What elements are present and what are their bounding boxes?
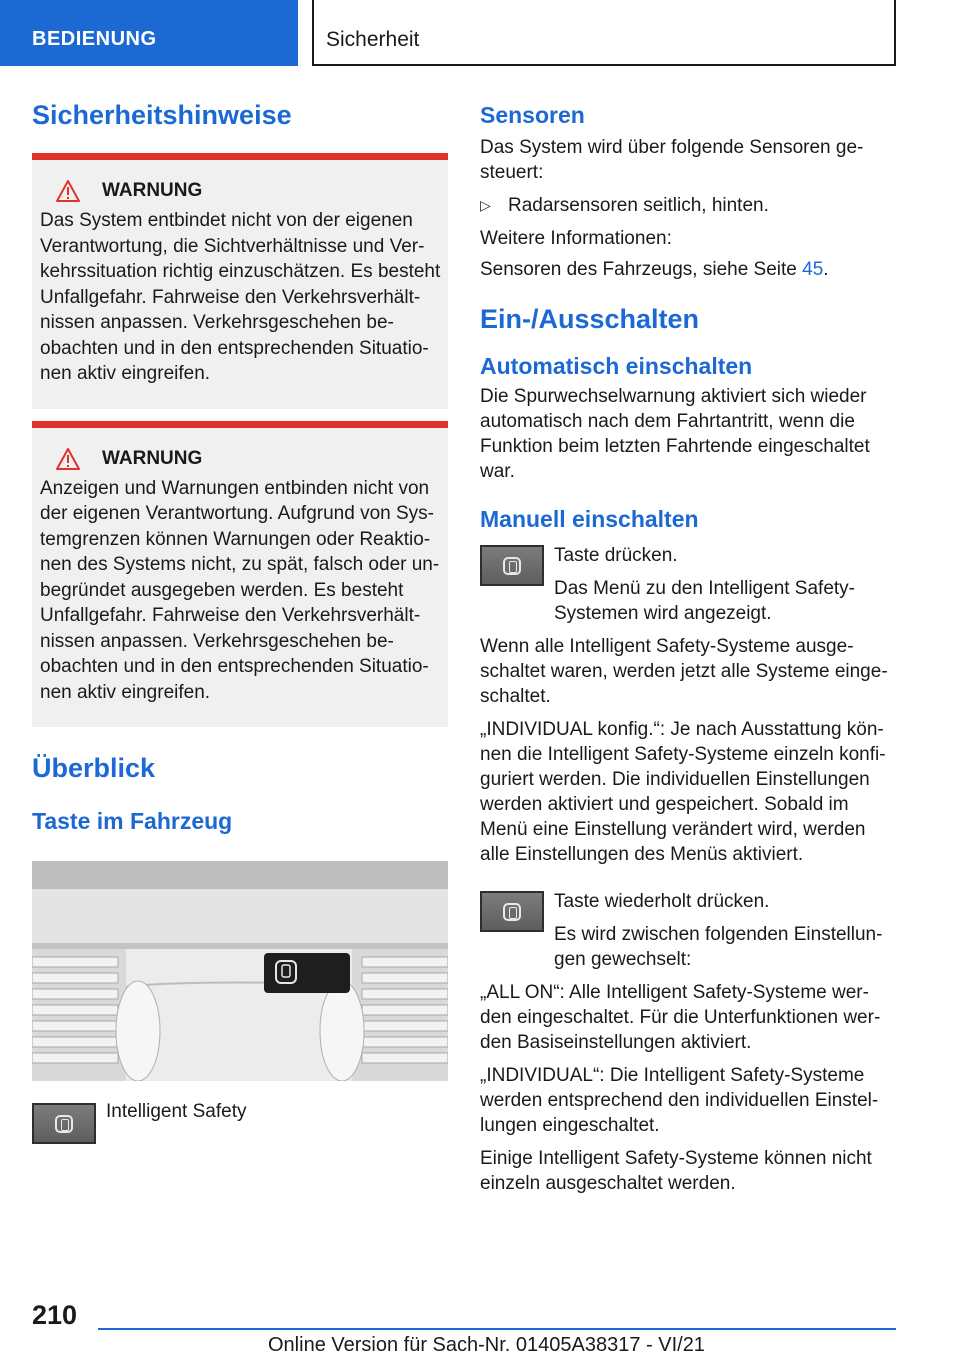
sensors-reference-text: Sensoren des Fahrzeugs, siehe Seite — [480, 259, 803, 280]
sensors-intro: Das System wird über folgende Sensoren ge-steuert: — [480, 137, 864, 183]
sensors-reference: Sensoren des Fahrzeugs, siehe Seite 45. — [480, 259, 829, 280]
warning-triangle-icon — [56, 180, 80, 202]
warning-box-2 — [32, 421, 448, 728]
onoff-heading: Ein-/Ausschalten — [480, 304, 700, 334]
intelligent-safety-button-icon — [480, 891, 544, 932]
sensors-heading: Sensoren — [480, 102, 585, 128]
sensor-bullet — [480, 193, 892, 218]
manual-on-heading: Manuell einschalten — [480, 506, 699, 532]
warning-box-1 — [32, 153, 448, 409]
page-45-link[interactable]: 45 — [802, 259, 824, 280]
paragraph-all-on-mode: „ALL ON“: Alle Intelligent Safety-Systeme wer-den eingeschaltet. Für die Unterfunktionen wer-den Basiseinstellungen aktiviert. — [480, 982, 881, 1053]
warning-triangle-icon — [56, 448, 80, 470]
step-1-result: Das Menü zu den Intelligent Safety-Systemen wird angezeigt. — [554, 578, 856, 624]
button-legend-label: Intelligent Safety — [106, 1101, 247, 1122]
warning-text: Das System entbindet nicht von der eigenen Verantwortung, die Sichtverhältnisse und Ver-kehrssituation richtig einzuschätzen. Es besteht Unfallgefahr. Fahrweise den Verkehrsverhält-nissen anpassen. Verkehrsgeschehen be-obachten und in den entsprechenden Situatio-nen aktiv eingreifen. — [40, 210, 441, 384]
right-column — [480, 102, 892, 1196]
vehicle-button-heading: Taste im Fahrzeug — [32, 808, 233, 834]
paragraph-not-switchable: Einige Intelligent Safety-Systeme können nicht einzeln ausgeschaltet werden. — [480, 1148, 872, 1194]
bullet-triangle-icon: ▷ — [480, 197, 491, 213]
warning-title: WARNUNG — [102, 180, 203, 201]
safety-notes-heading: Sicherheitshinweise — [32, 100, 292, 130]
auto-on-text: Die Spurwechselwarnung aktiviert sich wieder automatisch nach dem Fahrtantritt, wenn die Funktion beim letzten Fahrtende eingeschaltet war. — [480, 386, 870, 482]
sensor-bullet-text: Radarsensoren seitlich, hinten. — [508, 195, 769, 216]
footer-divider — [98, 1328, 896, 1330]
intelligent-safety-button-icon — [480, 545, 544, 586]
warning-text: Anzeigen und Warnungen entbinden nicht von der eigenen Verantwortung. Aufgrund von Sys-temgrenzen können Warnungen oder Reaktio-nen des Systems nicht, zu spät, falsch oder un-begründet ausgegeben werden. Es besteht Unfallgefahr. Fahrweise den Verkehrsverhält-nissen anpassen. Verkehrsgeschehen be-obachten und in den entsprechenden Situatio-nen aktiv eingreifen. — [40, 477, 440, 703]
button-legend — [32, 1101, 448, 1149]
paragraph-all-on: Wenn alle Intelligent Safety-Systeme ausge-schaltet waren, werden jetzt alle Systeme einge-schaltet. — [480, 636, 888, 707]
left-column — [32, 100, 448, 1149]
intelligent-safety-button-icon — [32, 1103, 96, 1144]
step-1 — [480, 543, 892, 626]
auto-on-heading: Automatisch einschalten — [480, 353, 753, 379]
dashboard-photo-graphic — [32, 861, 448, 1081]
paragraph-individual-mode: „INDIVIDUAL“: Die Intelligent Safety-Systeme werden entsprechend den individuellen Einstel-lungen eingeschaltet. — [480, 1065, 879, 1136]
warning-title: WARNUNG — [102, 447, 203, 469]
dashboard-button-photo — [32, 861, 448, 1081]
section-tab: BEDIENUNG — [0, 0, 298, 66]
page-number: 210 — [32, 1300, 78, 1330]
more-info-label: Weitere Informationen: — [480, 228, 672, 249]
step-1-text: Taste drücken. — [554, 545, 678, 566]
footer-text: Online Version für Sach-Nr. 01405A38317 - VI/21 — [268, 1334, 705, 1356]
step-2 — [480, 889, 892, 972]
paragraph-individual-config: „INDIVIDUAL konfig.“: Je nach Ausstattung kön-nen die Intelligent Safety-Systeme einzeln konfi-guriert werden. Die individuellen Einstellungen werden aktiviert und gespeichert. Sobald im Menü eine Einstellung verändert wird, werden alle Einstellungen des Menüs aktiviert. — [480, 719, 886, 865]
step-2-result: Es wird zwischen folgenden Einstellun-gen gewechselt: — [554, 924, 883, 970]
chapter-title: Sicherheit — [312, 0, 896, 66]
overview-heading: Überblick — [32, 753, 156, 783]
step-2-text: Taste wiederholt drücken. — [554, 891, 770, 912]
